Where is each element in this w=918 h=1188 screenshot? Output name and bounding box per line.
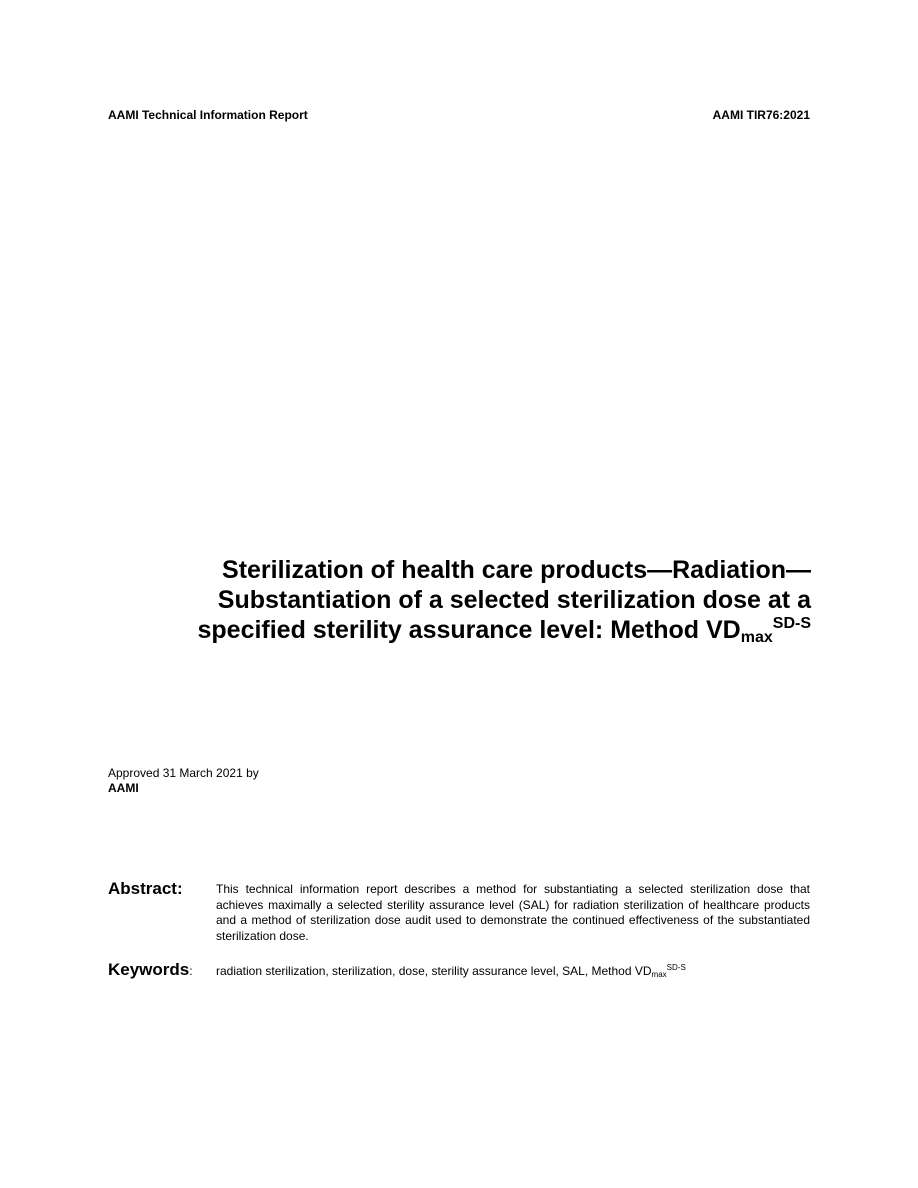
approval-date: Approved 31 March 2021 by: [108, 766, 259, 780]
title-subscript: max: [740, 629, 773, 646]
keywords-list: radiation sterilization, sterilization, dose, sterility assurance level, SAL, Method VD: [216, 964, 652, 978]
title-line-3-text: specified sterility assurance level: Method VD: [197, 616, 741, 644]
keywords-label: Keywords: [108, 960, 190, 979]
keywords-subscript: max: [651, 970, 667, 979]
keywords-label-block: [108, 960, 193, 980]
title-line-2: Substantiation of a selected sterilization dose at a: [217, 586, 811, 614]
report-type-header: AAMI Technical Information Report: [108, 108, 308, 122]
approval-block: [108, 766, 259, 796]
title-superscript: SD-S: [772, 615, 811, 632]
title-line-3: [111, 615, 811, 645]
keywords-text: [216, 964, 810, 979]
keywords-superscript: SD-S: [666, 963, 686, 972]
abstract-label: Abstract:: [108, 879, 183, 898]
document-number-header: AAMI TIR76:2021: [712, 108, 810, 122]
approving-organization: AAMI: [108, 781, 139, 795]
document-title: [111, 555, 811, 645]
title-line-1: Sterilization of health care products—Radiation—: [222, 556, 811, 584]
keywords-colon: :: [189, 964, 193, 978]
abstract-text: This technical information report describes a method for substantiating a selected sterilization dose that achieves maximally a selected sterility assurance level (SAL) for radiation sterilization of healthcare products and a method of sterilization dose audit used to demonstrate the continued effectiveness of the substantiated sterilization dose.: [216, 882, 810, 943]
